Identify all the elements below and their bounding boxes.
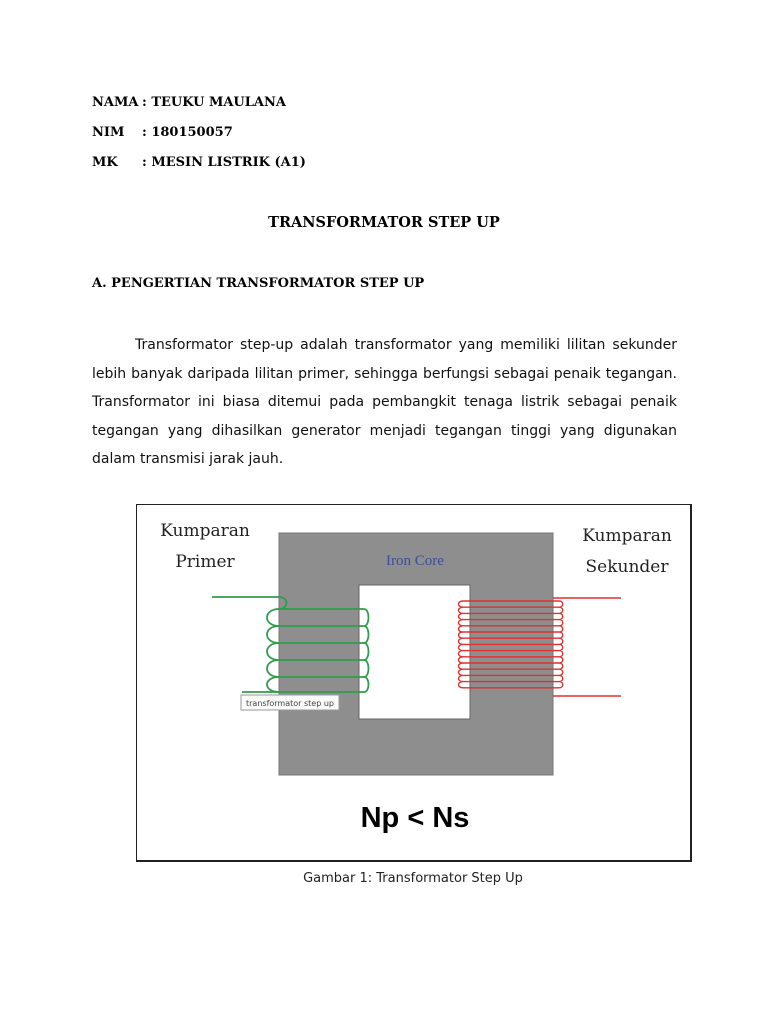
- secondary-label-line2: Sekunder: [585, 557, 669, 577]
- document-title: TRANSFORMATOR STEP UP: [268, 214, 500, 231]
- transformer-diagram: [137, 505, 690, 860]
- primary-label-line2: Primer: [175, 552, 235, 572]
- body-paragraph: Transformator step-up adalah transformator yang memiliki lilitan sekunder lebih banyak daripada lilitan primer, sehingga berfungsi sebagai penaik tegangan. Transformator ini biasa ditemui pada pembangkit tenaga listrik sebagai penaik tegangan yang dihasilkan generator menjadi tegangan tinggi yang digunakan dalam transmisi jarak jauh.: [92, 337, 677, 467]
- nim-key: NIM: [92, 125, 125, 140]
- header-nama: [92, 95, 286, 110]
- mk-value: : MESIN LISTRIK (A1): [142, 155, 306, 170]
- nama-value: : TEUKU MAULANA: [142, 95, 286, 110]
- secondary-coil: [459, 601, 563, 688]
- core-window: [359, 585, 470, 719]
- figure-caption: Gambar 1: Transformator Step Up: [303, 871, 523, 886]
- core-label: Iron Core: [386, 553, 444, 569]
- secondary-label-line1: Kumparan: [582, 526, 672, 546]
- primary-label-line1: Kumparan: [160, 521, 250, 541]
- header-nim: [92, 125, 233, 140]
- nim-value: : 180150057: [142, 125, 233, 140]
- equation: Np < Ns: [360, 802, 470, 834]
- nama-key: NAMA: [92, 95, 139, 110]
- section-heading-a: A. PENGERTIAN TRANSFORMATOR STEP UP: [92, 276, 425, 291]
- tooltip-text: transformator step up: [246, 699, 334, 708]
- mk-key: MK: [92, 155, 118, 170]
- transformer-figure: [136, 504, 692, 862]
- header-mk: [92, 155, 306, 170]
